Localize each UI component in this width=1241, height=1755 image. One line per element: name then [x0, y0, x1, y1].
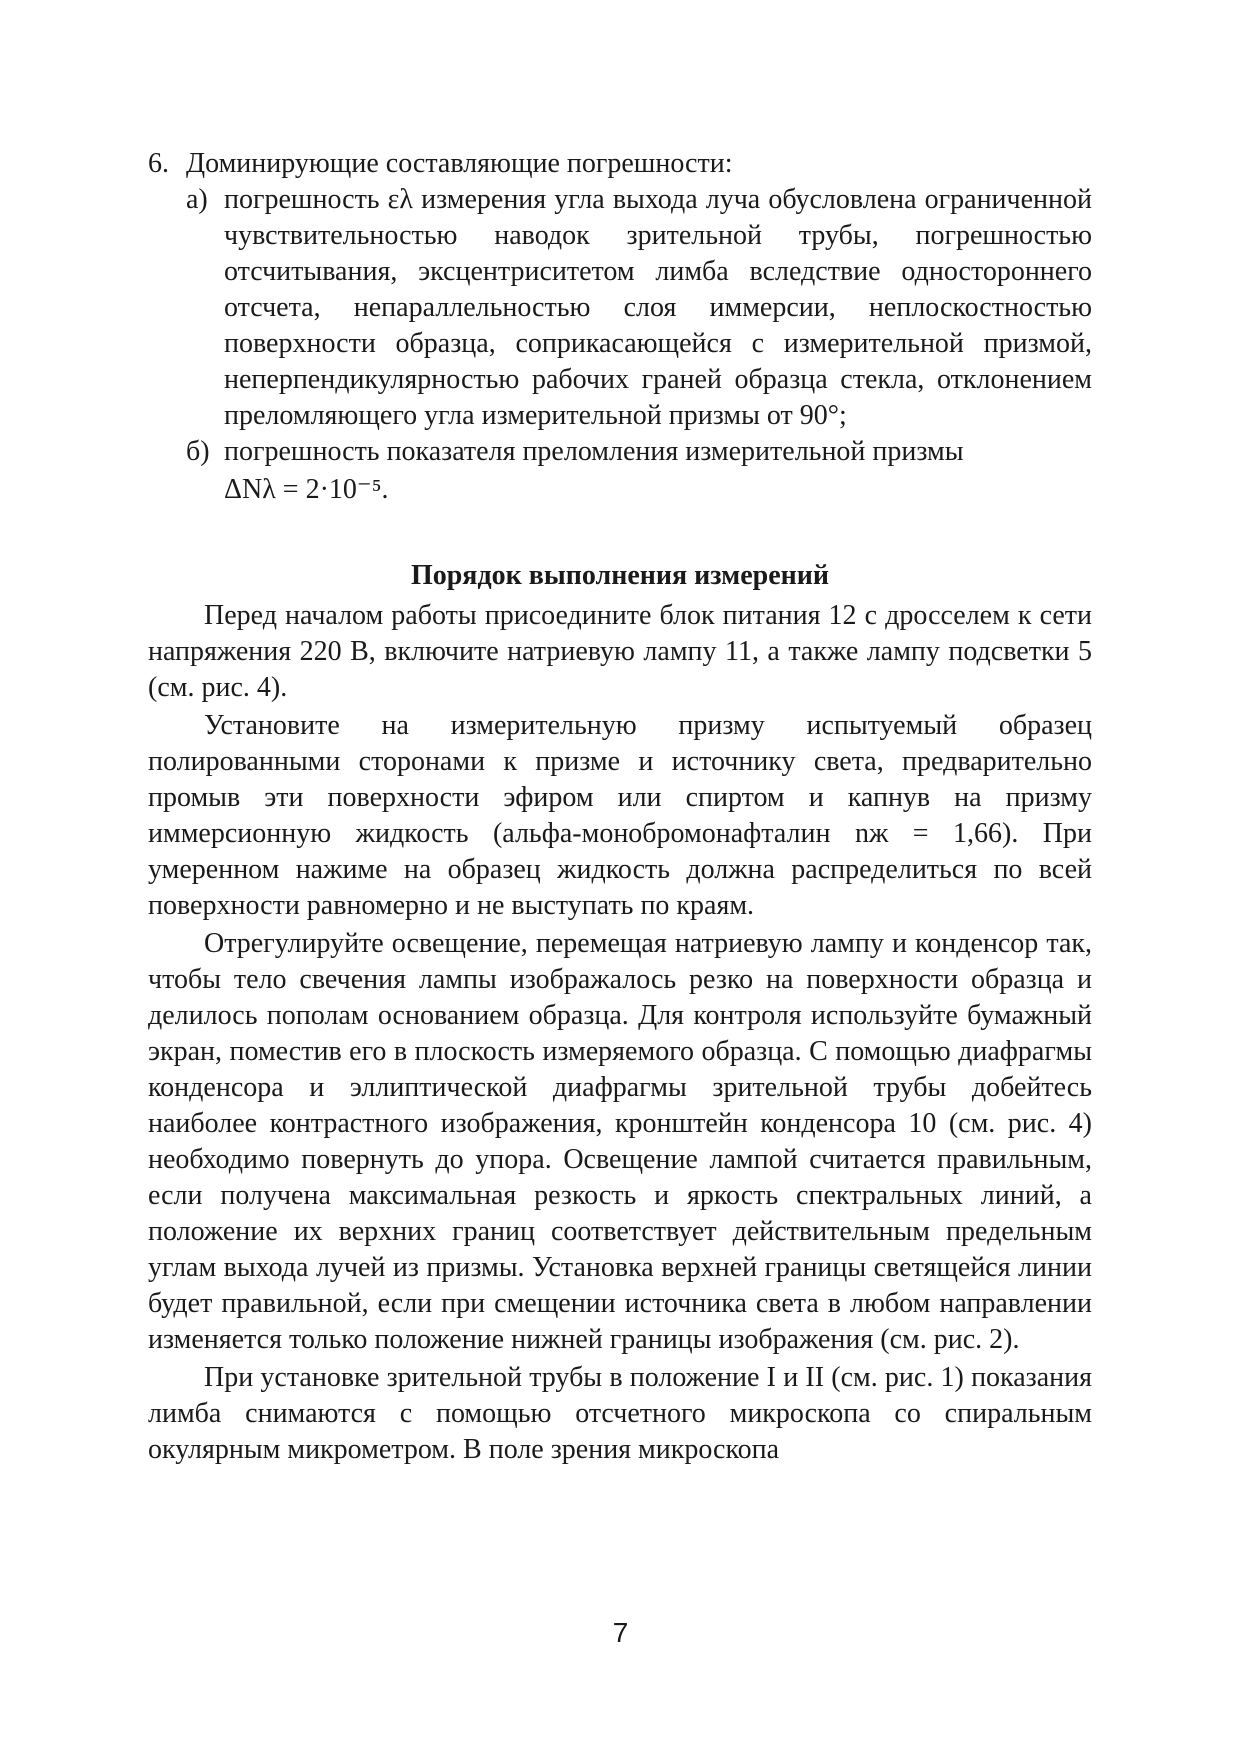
page-number: 7 [612, 1617, 629, 1648]
paragraph-lighting: Отрегулируйте освещение, перемещая натриевую лампу и конденсор так, чтобы тело свечения лампы изображалось резко на поверхности образца и делилось пополам основанием образца. Для контроля используйте бумажный экран, поместив его в плоскость измеряемого образца. С помощью диафрагмы конденсора и эллиптической диафрагмы зрительной трубы добейтесь наиболее контрастного изображения, кронштейн конденсора 10 (см. рис. 4) необходимо повернуть до упора. Освещение лампой считается правильным, если получена максимальная резкость и яркость спектральных линий, а положение их верхних границ соответствует действительным предельным углам выхода лучей из призмы. Установка верхней границы светящейся линии будет правильной, если при смещении источника света в любом направлении изменяется только положение нижней границы изображения (см. рис. 2). [148, 928, 1092, 1355]
list-item-6 [148, 146, 1092, 182]
sub-item-a-letter: а) [186, 184, 208, 215]
sub-item-b-text: погрешность показателя преломления измерительной призмы [224, 436, 964, 467]
sub-item-b-letter: б) [186, 436, 210, 467]
page-body [148, 146, 1092, 1470]
sub-item-b [186, 434, 1092, 470]
prism-error-formula: ΔNλ = 2·10⁻⁵. [224, 474, 389, 505]
paragraph-sample: Установите на измерительную призму испытуемый образец полированными сторонами к призме и источнику света, предварительно промыв эти поверхности эфиром или спиртом и капнув на призму иммерсионную жидкость (альфа-монобромонафталин nж = 1,66). При умеренном нажиме на образец жидкость должна распределиться по всей поверхности равномерно и не выступать по краям. [148, 710, 1092, 921]
section-title: Порядок выполнения измерений [410, 560, 830, 591]
list-heading: Доминирующие составляющие погрешности: [186, 148, 733, 179]
paragraph-readings: При установке зрительной трубы в положение I и II (см. рис. 1) показания лимба снимаются с помощью отсчетного микроскопа со спиральным окулярным микрометром. В поле зрения микроскопа [148, 1362, 1092, 1465]
list-number: 6. [148, 148, 169, 179]
sub-item-a-text: погрешность ελ измерения угла выхода луча обусловлена ограниченной чувствительностью наводок зрительной трубы, погрешностью отсчитывания, эксцентриситетом лимба вследствие одностороннего отсчета, непараллельностью слоя иммерсии, неплоскостностью поверхности образца, соприкасающейся с измерительной призмой, неперпендикулярностью рабочих граней образца стекла, отклонением преломляющего угла измерительной призмы от 90°; [224, 184, 1092, 431]
paragraph-power: Перед началом работы присоедините блок питания 12 с дросселем к сети напряжения 220 В, включите натриевую лампу 11, а также лампу подсветки 5 (см. рис. 4). [148, 600, 1092, 703]
sub-item-a [186, 182, 1092, 434]
